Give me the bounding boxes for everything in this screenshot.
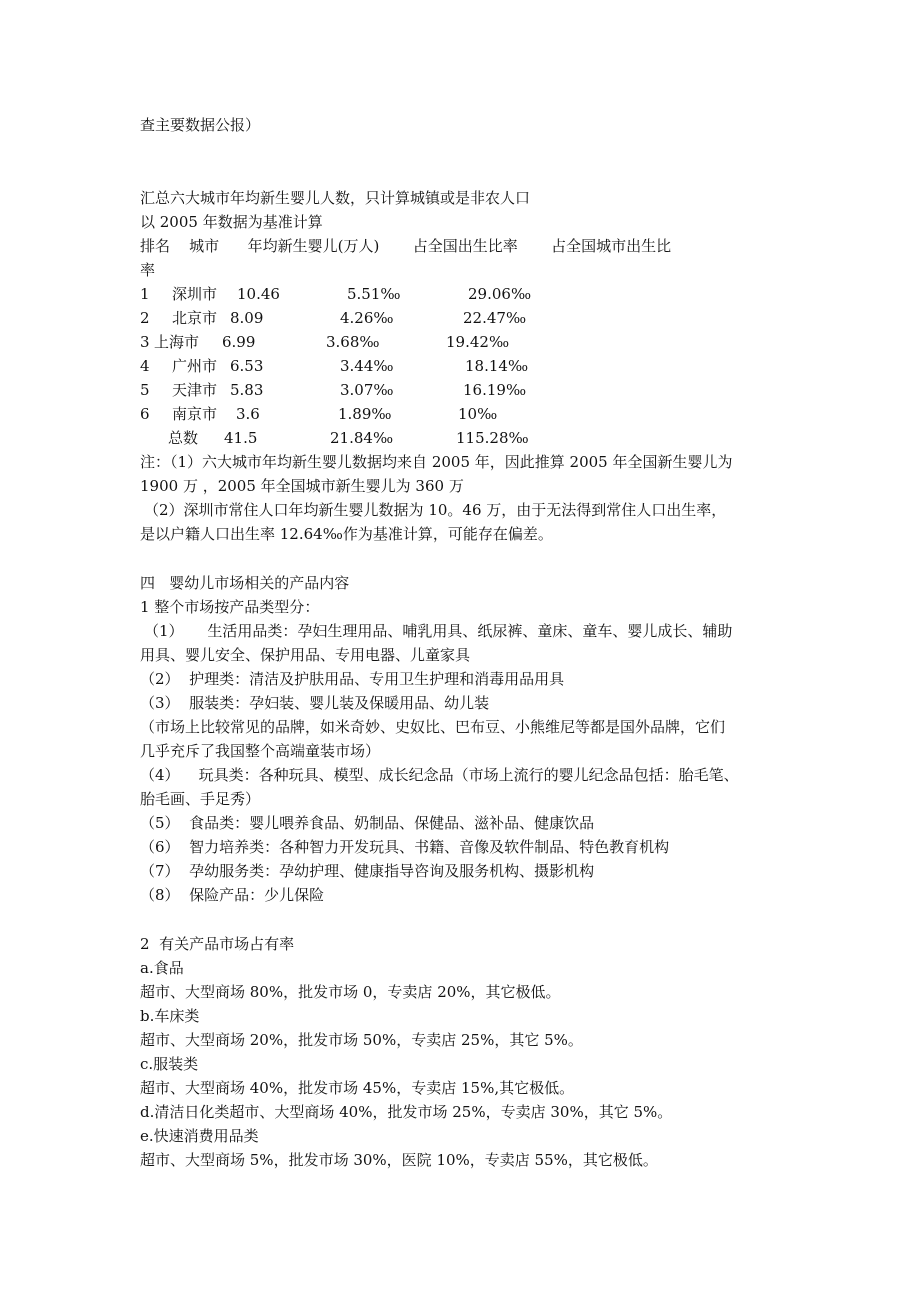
share-e-title: e.快速消费用品类 [140,1127,259,1145]
table-row [140,380,700,400]
table-header-wrap: 率 [140,261,156,279]
product-item-4-line-2: 胎毛画、手足秀） [140,790,261,808]
product-item-7: （7） 孕幼服务类：孕幼护理、健康指导咨询及服务机构、摄影机构 [140,862,595,880]
product-item-3-note-line-1: （市场上比较常见的品牌，如米奇妙、史奴比、巴布豆、小熊维尼等都是国外品牌，它们 [140,718,726,736]
total-newborns: 41.5 [224,429,258,447]
product-item-1-line-2: 用具、婴儿安全、保护用品、专用电器、儿童家具 [140,646,471,664]
rank-cell: 4 [140,357,150,375]
city-cell: 北京市 [172,309,218,327]
national-rate-cell: 3.44‰ [340,357,394,375]
city-cell: 南京市 [172,405,218,423]
urban-rate-cell: 22.47‰ [463,309,527,327]
city-cell: 天津市 [172,381,218,399]
section-4-sub-2: 2 有关产品市场占有率 [140,935,295,953]
section-4-title: 四 婴幼儿市场相关的产品内容 [140,574,350,592]
table-row [140,308,700,328]
national-rate-cell: 3.07‰ [340,381,394,399]
national-rate-cell: 3.68‰ [326,333,380,351]
product-item-3: （3） 服装类：孕妇装、婴儿装及保暖用品、幼儿装 [140,694,490,712]
share-a-title: a.食品 [140,959,184,977]
summary-line-2: 以 2005 年数据为基准计算 [140,213,323,231]
urban-rate-cell: 10‰ [458,405,498,423]
product-item-8: （8） 保险产品：少儿保险 [140,886,325,904]
section-4-sub-1: 1 整个市场按产品类型分： [140,598,320,616]
share-a-text: 超市、大型商场 80%，批发市场 0，专卖店 20%，其它极低。 [140,983,561,1001]
newborns-cell: 6.53 [230,357,264,375]
share-e-text: 超市、大型商场 5%，批发市场 30%，医院 10%，专卖店 55%，其它极低。 [140,1151,658,1169]
urban-rate-cell: 29.06‰ [468,285,532,303]
newborns-cell: 6.99 [222,333,256,351]
rank-cell: 2 [140,309,150,327]
note-2-line-2: 是以户籍人口出生率 12.64‰作为基准计算，可能存在偏差。 [140,525,553,543]
total-label: 总数 [168,429,199,447]
city-cell: 广州市 [172,357,218,375]
newborns-cell: 3.6 [236,405,260,423]
city-cell: 上海市 [154,333,200,351]
note-1-line-2: 1900 万 ，2005 年全国城市新生婴儿为 360 万 [140,477,464,495]
total-urban-rate: 115.28‰ [456,429,529,447]
table-total-row [140,428,700,448]
city-cell: 深圳市 [172,285,218,303]
rank-cell: 1 [140,285,150,303]
table-row [140,284,700,304]
share-d-line: d.清洁日化类超市、大型商场 40%，批发市场 25%，专卖店 30%，其它 5%。 [140,1103,673,1121]
share-b-title: b.车床类 [140,1007,200,1025]
table-row [140,404,700,424]
product-item-5: （5） 食品类：婴儿喂养食品、奶制品、保健品、滋补品、健康饮品 [140,814,595,832]
newborns-cell: 10.46 [237,285,280,303]
product-item-4-line-1: （4） 玩具类：各种玩具、模型、成长纪念品（市场上流行的婴儿纪念品包括：胎毛笔、 [140,766,739,784]
product-item-6: （6） 智力培养类：各种智力开发玩具、书籍、音像及软件制品、特色教育机构 [140,838,670,856]
product-item-2: （2） 护理类：清洁及护肤用品、专用卫生护理和消毒用品用具 [140,670,565,688]
summary-line-1: 汇总六大城市年均新生婴儿人数，只计算城镇或是非农人口 [140,189,531,207]
note-2-line-1: （2）深圳市常住人口年均新生婴儿数据为 10。46 万，由于无法得到常住人口出生率， [144,501,727,519]
newborns-cell: 5.83 [230,381,264,399]
table-row [140,356,700,376]
share-b-text: 超市、大型商场 20%，批发市场 50%，专卖店 25%，其它 5%。 [140,1031,583,1049]
note-1-line-1: 注：（1）六大城市年均新生婴儿数据均来自 2005 年，因此推算 2005 年全国新生婴儿为 [140,453,733,471]
header-fragment: 查主要数据公报） [140,116,261,134]
product-item-3-note-line-2: 几乎充斥了我国整个高端童装市场） [140,742,381,760]
urban-rate-cell: 18.14‰ [465,357,529,375]
share-c-text: 超市、大型商场 40%，批发市场 45%，专卖店 15%,其它极低。 [140,1079,575,1097]
national-rate-cell: 1.89‰ [338,405,392,423]
urban-rate-cell: 16.19‰ [463,381,527,399]
total-national-rate: 21.84‰ [330,429,394,447]
rank-cell: 6 [140,405,150,423]
national-rate-cell: 5.51‰ [347,285,401,303]
urban-rate-cell: 19.42‰ [446,333,510,351]
national-rate-cell: 4.26‰ [340,309,394,327]
table-row [140,332,700,352]
rank-cell: 5 [140,381,150,399]
newborns-cell: 8.09 [230,309,264,327]
share-c-title: c.服装类 [140,1055,199,1073]
rank-cell: 3 [140,333,150,351]
product-item-1-line-1: （1） 生活用品类：孕妇生理用品、哺乳用具、纸尿裤、童床、童车、婴儿成长、辅助 [144,622,733,640]
table-header: 排名 城市 年均新生婴儿(万人) 占全国出生比率 占全国城市出生比 [140,237,672,255]
